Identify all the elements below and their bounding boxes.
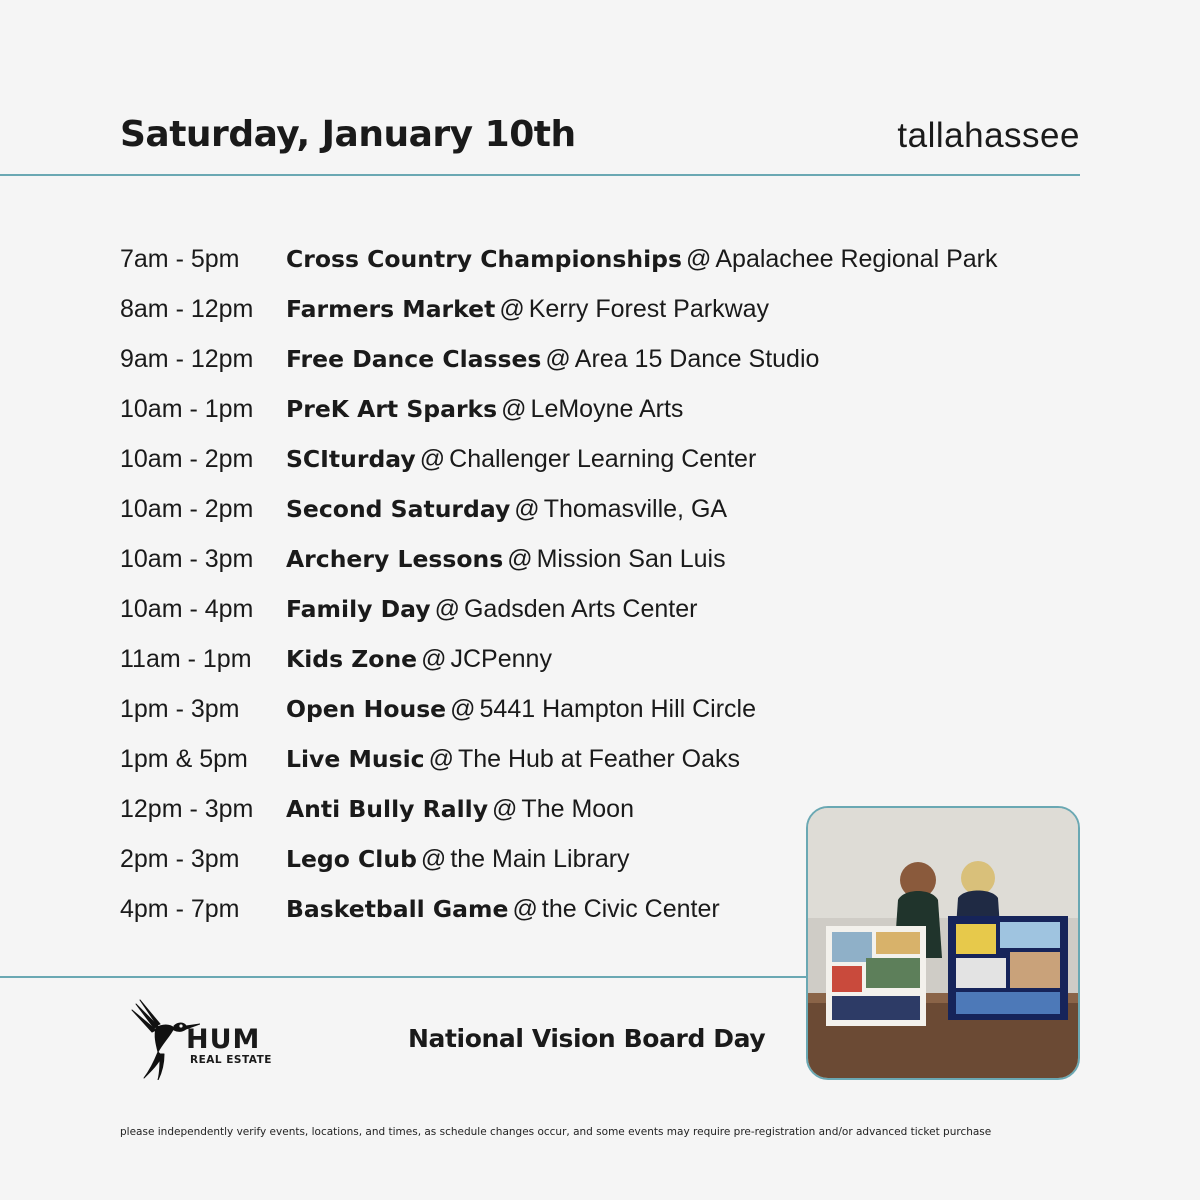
event-location: The Moon xyxy=(521,795,634,823)
event-at-symbol: @ xyxy=(499,295,525,323)
event-location: Challenger Learning Center xyxy=(449,445,757,473)
event-time: 11am - 1pm xyxy=(120,645,252,673)
event-at-symbol: @ xyxy=(419,445,446,473)
event-time: 7am - 5pm xyxy=(120,245,240,273)
event-location: Apalachee Regional Park xyxy=(715,245,998,273)
header-divider xyxy=(0,174,1080,176)
event-time: 1pm & 5pm xyxy=(120,745,248,773)
event-location: The Hub at Feather Oaks xyxy=(457,745,741,773)
event-time: 10am - 2pm xyxy=(120,495,254,523)
event-location: Kerry Forest Parkway xyxy=(528,295,770,323)
event-at-symbol: @ xyxy=(434,595,460,623)
event-name: Farmers Market xyxy=(286,295,496,323)
event-item xyxy=(120,684,1120,734)
event-at-symbol: @ xyxy=(512,895,538,923)
event-time: 4pm - 7pm xyxy=(120,895,240,923)
event-time: 10am - 4pm xyxy=(120,595,254,623)
event-name: Open House xyxy=(286,695,447,723)
event-at-symbol: @ xyxy=(428,745,454,773)
event-name: PreK Art Sparks xyxy=(286,395,498,423)
event-location: Mission San Luis xyxy=(536,545,726,573)
event-location: the Main Library xyxy=(450,845,630,873)
event-time: 10am - 3pm xyxy=(120,545,254,573)
event-name: Basketball Game xyxy=(286,895,509,923)
event-at-symbol: @ xyxy=(545,345,571,373)
event-item xyxy=(120,634,1120,684)
event-name: Family Day xyxy=(286,595,431,623)
feature-title: National Vision Board Day xyxy=(408,1024,766,1053)
vision-board-photo xyxy=(806,806,1080,1080)
event-time: 10am - 2pm xyxy=(120,445,254,473)
event-name: SCIturday xyxy=(286,445,416,473)
footer-divider xyxy=(0,976,808,978)
event-item xyxy=(120,334,1120,384)
event-item xyxy=(120,534,1120,584)
disclaimer-text: please independently verify events, locations, and times, as schedule changes occur, and some events may require pre-registration and/or advanced ticket purchase xyxy=(120,1126,992,1138)
event-location: Gadsden Arts Center xyxy=(463,595,698,623)
event-at-symbol: @ xyxy=(501,395,527,423)
event-name: Second Saturday xyxy=(286,495,511,523)
event-item xyxy=(120,234,1120,284)
event-name: Archery Lessons xyxy=(286,545,504,573)
event-at-symbol: @ xyxy=(421,645,447,673)
event-item xyxy=(120,734,1120,784)
event-at-symbol: @ xyxy=(507,545,533,573)
photo-illustration xyxy=(808,808,1078,1078)
event-item xyxy=(120,384,1120,434)
event-item xyxy=(120,484,1120,534)
event-name: Lego Club xyxy=(286,845,417,873)
event-time: 10am - 1pm xyxy=(120,395,254,423)
event-time: 12pm - 3pm xyxy=(120,795,254,823)
logo-wordmark: HUM xyxy=(186,1024,261,1055)
event-name: Kids Zone xyxy=(286,645,418,673)
hum-real-estate-logo xyxy=(130,996,280,1080)
event-location: Thomasville, GA xyxy=(543,495,728,523)
event-at-symbol: @ xyxy=(514,495,540,523)
event-at-symbol: @ xyxy=(450,695,476,723)
event-time: 9am - 12pm xyxy=(120,345,254,373)
event-location: LeMoyne Arts xyxy=(530,395,684,423)
event-time: 8am - 12pm xyxy=(120,295,254,323)
city-label: tallahassee xyxy=(897,116,1080,155)
event-location: JCPenny xyxy=(450,645,552,673)
event-location: the Civic Center xyxy=(541,895,720,923)
event-name: Live Music xyxy=(286,745,425,773)
event-location: 5441 Hampton Hill Circle xyxy=(479,695,757,723)
event-time: 1pm - 3pm xyxy=(120,695,240,723)
page-title: Saturday, January 10th xyxy=(120,114,576,155)
event-at-symbol: @ xyxy=(685,245,712,273)
event-name: Anti Bully Rally xyxy=(286,795,489,823)
event-item xyxy=(120,584,1120,634)
event-name: Cross Country Championships xyxy=(286,245,682,273)
event-time: 2pm - 3pm xyxy=(120,845,240,873)
event-item xyxy=(120,434,1120,484)
event-at-symbol: @ xyxy=(492,795,518,823)
event-item xyxy=(120,284,1120,334)
event-location: Area 15 Dance Studio xyxy=(574,345,820,373)
event-at-symbol: @ xyxy=(420,845,447,873)
logo-subtitle: REAL ESTATE xyxy=(190,1054,272,1066)
event-name: Free Dance Classes xyxy=(286,345,542,373)
